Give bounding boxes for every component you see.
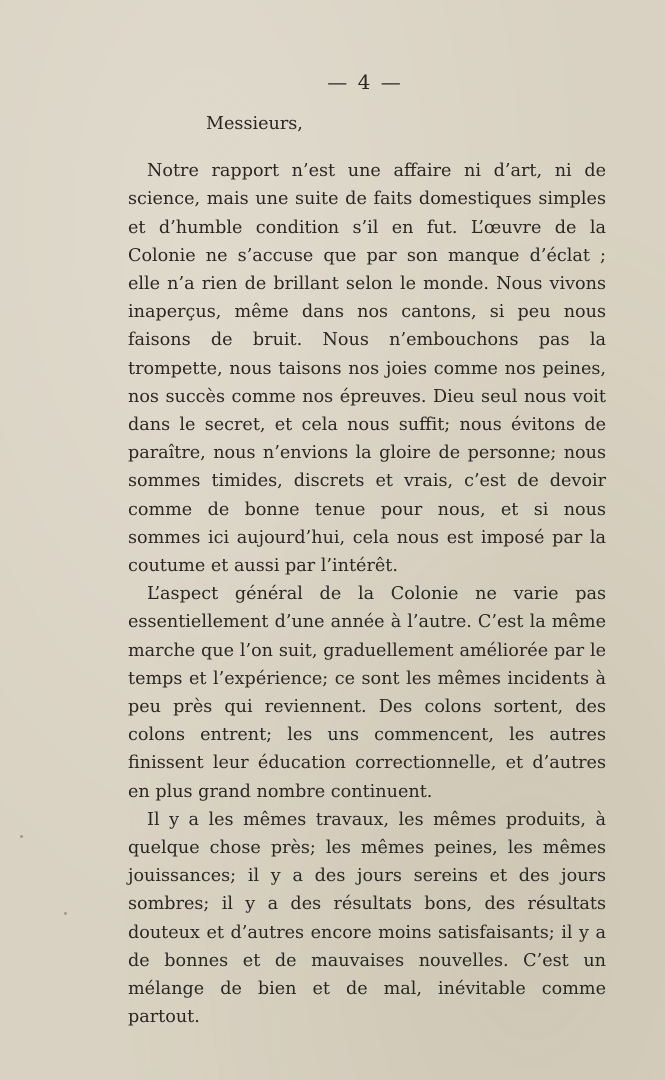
body-text <box>128 110 606 1032</box>
paragraph-3: Il y a les mêmes travaux, les mêmes produits, à quelque chose près; les mêmes peines, les mêmes jouissances; il y a des jours sereins et des jours sombres; il y a des résultats bons, des résultats douteux et d’autres encore moins satisfaisants; il y a de bonnes et de mauvaises nouvelles. C’est un mélange de bien et de mal, inévitable comme partout. <box>128 809 606 1028</box>
paper-speck <box>20 835 23 838</box>
salutation: Messieurs, <box>206 114 303 134</box>
paper-speck <box>64 912 67 915</box>
paragraph-1: Notre rapport n’est une affaire ni d’art, ni de science, mais une suite de faits domestiques simples et d’humble condition s’il en fut. L’œuvre de la Colonie ne s’accuse que par son manque d’éclat ; elle n’a rien de brillant selon le monde. Nous vivons inaperçus, même dans nos cantons, si peu nous faisons de bruit. Nous n’embouchons pas la trompette, nous taisons nos joies comme nos peines, nos succès comme nos épreuves. Dieu seul nous voit dans le secret, et cela nous suffit; nous évitons de paraître, nous n’envions la gloire de personne; nous sommes timides, discrets et vrais, c’est de devoir comme de bonne tenue pour nous, et si nous sommes ici aujourd’hui, cela nous est imposé par la coutume et aussi par l’intérêt. <box>128 161 606 577</box>
paragraph-2: L’aspect général de la Colonie ne varie pas essentiellement d’une année à l’autre. C’est la même marche que l’on suit, graduellement améliorée par le temps et l’expérience; ce sont les mêmes incidents à peu près qui reviennent. Des colons sortent, des colons entrent; les uns commencent, les autres finissent leur éducation correctionnelle, et d’autres en plus grand nombre continuent. <box>128 584 606 802</box>
page-number: — 4 — <box>327 70 403 94</box>
